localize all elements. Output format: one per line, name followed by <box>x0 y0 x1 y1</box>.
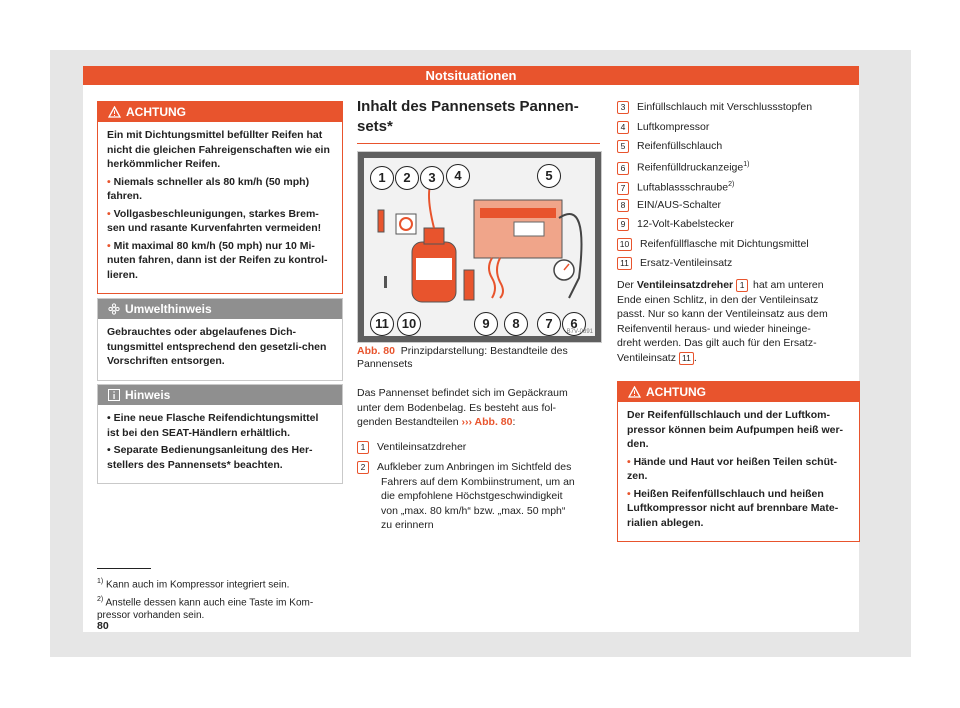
callout-2: 2 <box>395 166 419 190</box>
page-number: 80 <box>97 620 109 632</box>
callout-5: 5 <box>537 164 561 188</box>
callout-10: 10 <box>397 312 421 336</box>
list-item: 6 Reifenfülldruckanzeige$^{1)}$ <box>617 158 749 175</box>
list-item: 3 Einfüllschlauch mit Verschlussstopfen <box>617 100 812 115</box>
section-title-block <box>357 97 600 144</box>
note-title: Hinweis <box>125 388 171 402</box>
note-bullet: • Separate Bedienungsanleitung des Her-stellers des Pannensets* beachten. <box>107 444 313 471</box>
callout-1: 1 <box>370 166 394 190</box>
callout-7: 7 <box>537 312 561 336</box>
note-box <box>97 384 343 484</box>
callout-11: 11 <box>370 312 394 336</box>
environment-box-header <box>98 299 342 319</box>
list-item: 1 Ventileinsatzdreher <box>357 440 607 455</box>
list-item: 10 Reifenfüllflasche mit Dichtungsmittel <box>617 237 809 252</box>
warning-bullet: • Mit maximal 80 km/h (50 mph) nur 10 Mi-nuten fahren, dann ist der Reifen zu kontrol-lieren. <box>107 239 328 281</box>
warning-box-header <box>618 382 859 402</box>
callout-4: 4 <box>446 164 470 188</box>
warning-bullet: • Vollgasbeschleunigungen, starkes Brem-sen und rasante Kurvenfahrten vermeiden! <box>107 207 322 234</box>
figure-illustration <box>364 158 595 336</box>
list-item: 4 Luftkompressor <box>617 120 709 135</box>
section-header: Notsituationen <box>83 66 859 85</box>
footnote-divider <box>97 568 151 569</box>
figure-reference-link[interactable]: ››› Abb. 80 <box>461 416 513 428</box>
environment-flower-icon <box>108 303 120 315</box>
warning-intro: Der Reifenfüllschlauch und der Luftkom-pressor können beim Aufpumpen heiß wer-den. <box>627 409 844 450</box>
warning-bullet: • Hände und Haut vor heißen Teilen schüt-zen. <box>627 455 838 482</box>
figure-abb-80 <box>357 151 602 343</box>
figure-code: B7V-0891 <box>566 329 593 335</box>
environment-note-box <box>97 298 343 381</box>
info-icon <box>108 389 120 401</box>
list-item: 5 Reifenfüllschlauch <box>617 139 722 154</box>
list-item: 2 Aufkleber zum Anbringen im Sichtfeld des Fahrers auf dem Kombiinstrument, um an die empfohlene Höchstgeschwindigkeit von „max. 80 km/h“ bzw. „max. 50 mph“ zu erinnern <box>357 460 607 533</box>
footnote: $^{1)}$ Kann auch im Kompressor integriert sein. <box>97 578 290 591</box>
figure-caption: Abb. 80 Prinzipdarstellung: Bestandteile des Pannensets <box>357 345 568 370</box>
callout-8: 8 <box>504 312 528 336</box>
warning-title: ACHTUNG <box>646 385 706 399</box>
warning-box <box>97 101 343 294</box>
environment-title: Umwelthinweis <box>125 302 212 316</box>
warning-triangle-icon <box>628 386 641 398</box>
callout-9: 9 <box>474 312 498 336</box>
section-title: Inhalt des Pannensets Pannen- sets* <box>357 97 600 144</box>
callout-3: 3 <box>420 166 444 190</box>
warning-bullet: • Heißen Reifenfüllschlauch und heißen Luftkompressor nicht auf brennbare Mate-rialien ablegen. <box>627 487 839 529</box>
note-box-header <box>98 385 342 405</box>
warning-title: ACHTUNG <box>126 105 186 119</box>
callout-6: 6 <box>562 312 586 336</box>
list-item: 11 Ersatz-Ventileinsatz <box>617 256 732 271</box>
environment-text: Gebrauchtes oder abgelaufenes Dich-tungsmittel entsprechend den gesetzli-chen Vorschriften entsorgen. <box>107 326 327 367</box>
warning-triangle-icon <box>108 106 121 118</box>
warning-bullet: • Niemals schneller als 80 km/h (50 mph) fahren. <box>107 175 310 202</box>
warning-box-header <box>98 102 342 122</box>
warning-box-2 <box>617 381 860 542</box>
note-bullet: • Eine neue Flasche Reifendichtungsmittel ist bei den SEAT-Händlern erhältlich. <box>107 412 319 439</box>
list-item: 8 EIN/AUS-Schalter <box>617 198 721 213</box>
warning-intro: Ein mit Dichtungsmittel befüllter Reifen hat nicht die gleichen Fahreigenschaften wie ein herkömmlicher Reifen. <box>107 129 330 170</box>
footnote: $^{2)}$ Anstelle dessen kann auch eine Taste im Kom-pressor vorhanden sein. <box>97 596 314 622</box>
list-item: 9 12-Volt-Kabelstecker <box>617 217 734 232</box>
list-item: 7 Luftablassschraube$^{2)}$ <box>617 178 734 195</box>
valve-paragraph: Der Ventileinsatzdreher 1 hat am unteren Ende einen Schlitz, in den der Ventileinsatz passt. Nur so kann der Ventileinsatz aus dem Reifenventil heraus- und wieder hineinge- dreht werden. Das gilt auch für den Ersatz- Ventileinsatz 11 . <box>617 279 828 364</box>
intro-paragraph: Das Pannenset befindet sich im Gepäckraum unter dem Bodenbelag. Es besteht aus fol- genden Bestandteilen ››› Abb. 80: <box>357 387 568 428</box>
